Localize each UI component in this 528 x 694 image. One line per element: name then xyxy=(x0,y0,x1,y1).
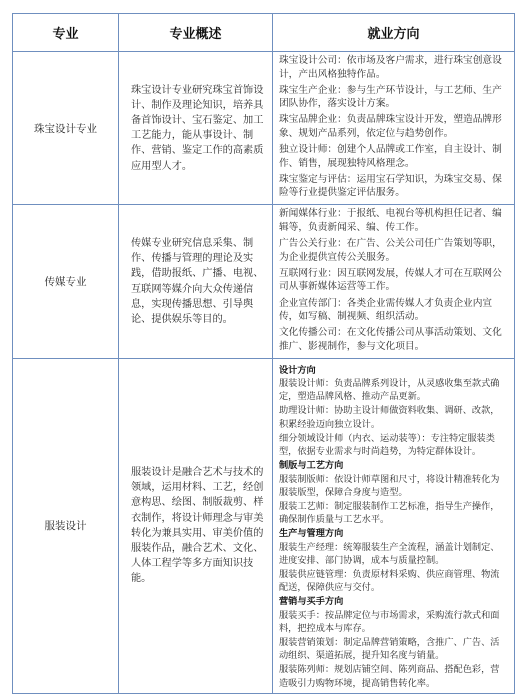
career-item: 细分领域设计师（内衣、运动装等）：专注特定服装类型，依据专业需求与时尚趋势，为特定群体设计。 xyxy=(279,432,495,458)
section-title: 制版与工艺方向 xyxy=(279,460,344,472)
major-overview: 珠宝设计专业研究珠宝首饰设计、制作及理论知识，培养具备首饰设计、宝石鉴定、加工工艺能力，能从事设计、制作、营销、鉴定工作的高素质应用型人才。 xyxy=(119,52,273,205)
major-overview: 服装设计是融合艺术与技术的领域，运用材料、工艺，经创意构思、绘图、制版裁剪、样衣制作，将设计师理念与审美转化为兼具实用、审美价值的服装作品，融合艺术、文化、人体工程学等多方面知识技能。 xyxy=(119,358,273,693)
career-item: 珠宝品牌企业：负责品牌珠宝设计开发，塑造品牌形象、规划产品系列，依定位与趋势创作。 xyxy=(279,114,502,139)
career-item: 珠宝生产企业：参与生产环节设计，与工艺师、生产团队协作，落实设计方案。 xyxy=(279,84,502,110)
career-item: 服装营销策划：制定品牌营销策略，含推广、广告、活动组织、渠道拓展，提升知名度与销量。 xyxy=(279,636,500,662)
career-directions xyxy=(273,205,515,358)
table-row xyxy=(13,205,515,358)
career-item: 助理设计师：协助主设计师做资料收集、调研、改款，积累经验迈向独立设计。 xyxy=(279,405,500,430)
career-item: 服装制版师：依设计师草图和尺寸，将设计精准转化为服装版型，保障合身度与造型。 xyxy=(279,473,500,498)
career-item: 服装工艺师：制定服装制作工艺标准，指导生产操作，确保制作质量与工艺水平。 xyxy=(279,500,500,526)
career-item: 服装供应链管理：负责原材料采购、供应商管理、物流配送，保障供应与交付。 xyxy=(279,568,500,594)
career-item: 独立设计师：创建个人品牌或工作室，自主设计、制作、销售，展现独特风格理念。 xyxy=(279,144,502,169)
section-title: 设计方向 xyxy=(279,364,316,376)
career-item: 珠宝鉴定与评估：运用宝石学知识，为珠宝交易、保险等行业提供鉴定评估服务。 xyxy=(279,173,502,199)
major-name: 珠宝设计专业 xyxy=(13,52,119,205)
majors-table xyxy=(12,13,515,694)
section-title: 生产与管理方向 xyxy=(279,528,344,540)
header-career: 就业方向 xyxy=(273,14,515,52)
career-item: 广告公关行业：在广告、公关公司任广告策划等职，为企业提供宣传公关服务。 xyxy=(279,238,502,263)
career-item: 服装陈列师：规划店铺空间、陈列商品、搭配色彩，营造吸引力购物环境，提高销售转化率。 xyxy=(279,664,500,689)
career-item: 文化传播公司：在文化传播公司从事活动策划、文化推广、影视制作，参与文化项目。 xyxy=(279,327,502,352)
header-major: 专业 xyxy=(13,14,119,52)
career-directions xyxy=(273,52,515,205)
career-item: 企业宣传部门：各类企业需传媒人才负责企业内宣传，如写稿、制视频、组织活动。 xyxy=(279,297,493,323)
career-item: 服装生产经理：统筹服装生产全流程，涵盖计划制定、进度安排、部门协调，成本与质量控制。 xyxy=(279,541,500,566)
career-item: 互联网行业：因互联网发展，传媒人才可在互联网公司从事新媒体运营等工作。 xyxy=(279,267,502,293)
table-row xyxy=(13,52,515,205)
career-item: 服装设计师：负责品牌系列设计，从灵感收集至款式确定，塑造品牌风格、推动产品更新。 xyxy=(279,378,500,403)
section-title: 营销与买手方向 xyxy=(279,596,344,608)
major-name: 传媒专业 xyxy=(13,205,119,358)
career-item: 新闻媒体行业：于报纸、电视台等机构担任记者、编辑等，负责新闻采、编、传工作。 xyxy=(279,208,502,234)
career-directions xyxy=(273,358,515,693)
career-item: 服装买手：按品牌定位与市场需求，采购流行款式和面料，把控成本与库存。 xyxy=(279,609,500,634)
header-overview: 专业概述 xyxy=(119,14,273,52)
header-row xyxy=(13,14,515,52)
table-row xyxy=(13,358,515,693)
major-name: 服装设计 xyxy=(13,358,119,693)
major-overview: 传媒专业研究信息采集、制作、传播与管理的理论及实践，借助报纸、广播、电视、互联网等媒介向大众传递信息，实现传播思想、引导舆论、提供娱乐等目的。 xyxy=(119,205,273,358)
career-item: 珠宝设计公司：依市场及客户需求，进行珠宝创意设计，产出风格独特作品。 xyxy=(279,55,502,80)
